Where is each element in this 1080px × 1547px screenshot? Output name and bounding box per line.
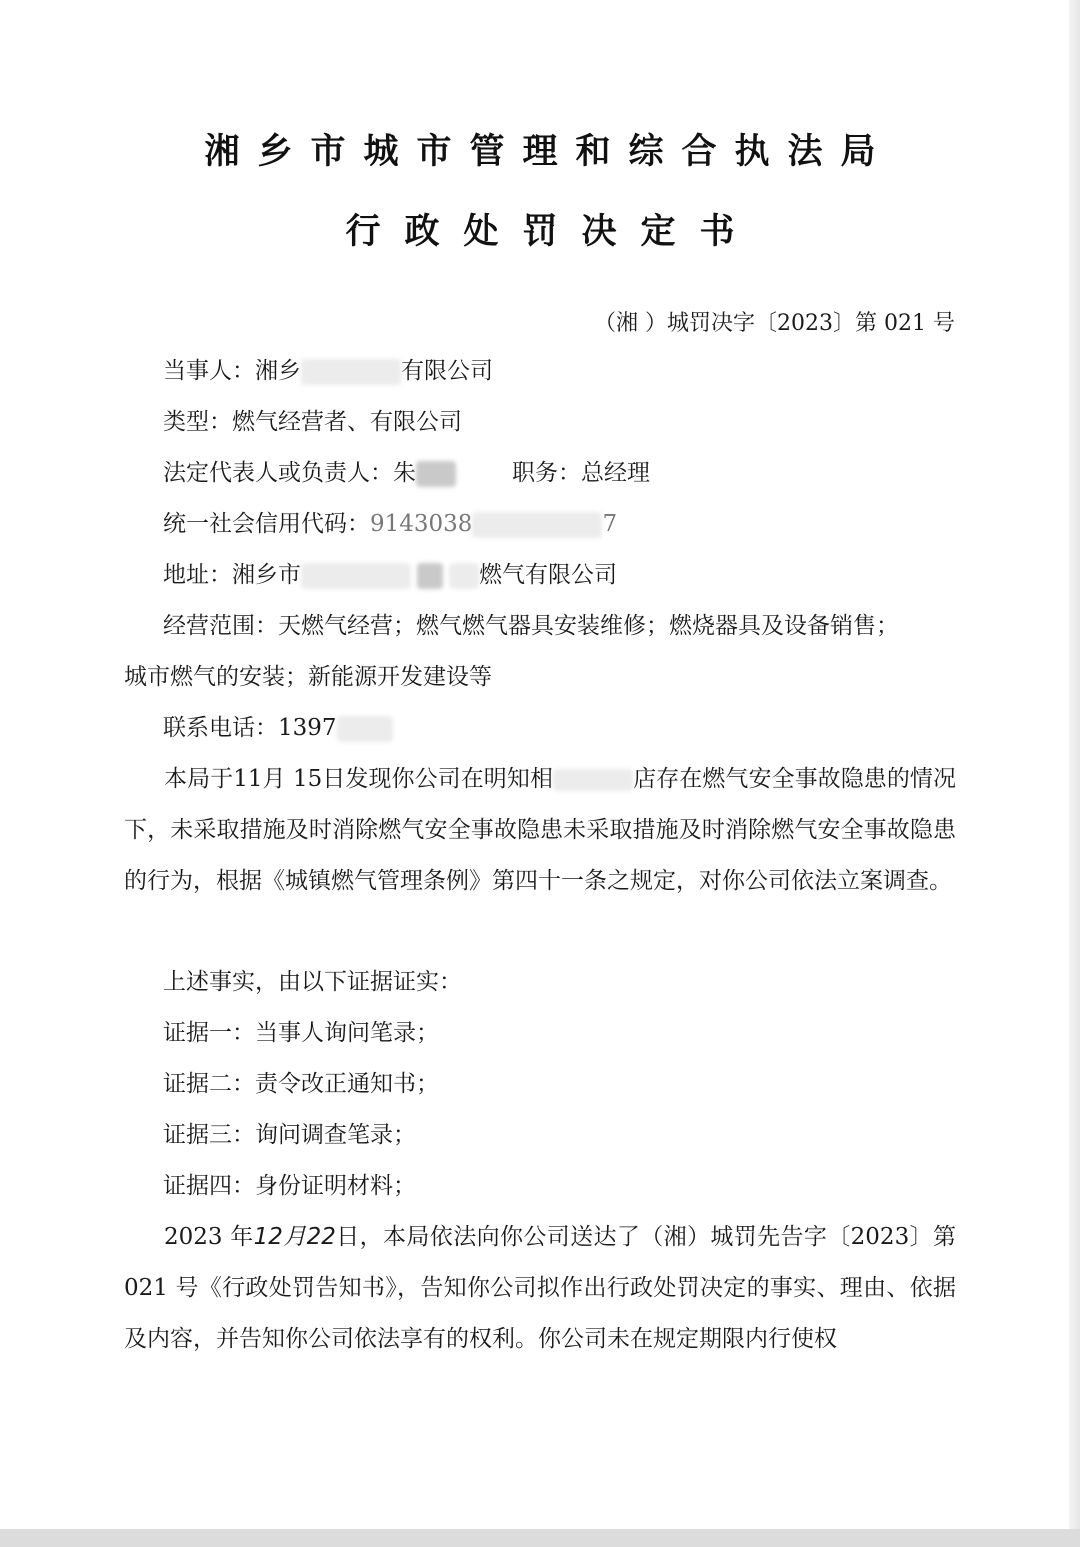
phone-label: 联系电话： [163, 715, 278, 741]
address-line [163, 560, 617, 590]
evidence-item: 证据二：责令改正通知书； [163, 1071, 439, 1097]
evidence-item: 证据四：身份证明材料； [163, 1173, 416, 1199]
facts-text-start: 本局于11月 15日发现你公司在明知相 [164, 766, 554, 792]
scan-edge [0, 1529, 1080, 1547]
business-scope-value: 天燃气经营；燃气燃气器具安装维修；燃烧器具及设备销售； [278, 613, 899, 639]
address-prefix: 湘乡市 [232, 562, 301, 588]
notice-paragraph [124, 1212, 956, 1365]
business-scope-continued: 城市燃气的安装；新能源开发建设等 [124, 664, 492, 690]
business-scope-label: 经营范围： [163, 613, 278, 639]
evidence-item: 证据三：询问调查笔录； [163, 1122, 416, 1148]
address-label: 地址： [163, 562, 232, 588]
party-name-suffix: 有限公司 [401, 358, 493, 384]
redaction-mark [417, 563, 443, 589]
representative-line [163, 458, 650, 488]
position-value: 总经理 [581, 460, 650, 486]
phone-value: 1397 [278, 715, 337, 741]
credit-code-label: 统一社会信用代码： [163, 511, 370, 537]
position-label: 职务： [512, 460, 581, 486]
party-type-label: 类型： [163, 409, 232, 435]
credit-code-prefix: 9143038 [370, 511, 473, 537]
redaction-mark [449, 563, 479, 589]
handwritten-date: 12月22 [253, 1224, 336, 1250]
redaction-mark [301, 563, 411, 589]
party-name-label: 当事人： [163, 358, 255, 384]
notice-year: 2023 年 [164, 1224, 254, 1250]
facts-text-rest: 店存在燃气安全事故隐患的情况下，未采取措施及时消除燃气安全事故隐患未采取措施及时消除燃气安全事故隐患的行为，根据《城镇燃气管理条例》第四十一条之规定，对你公司依法立案调查。 [124, 766, 956, 894]
redaction-mark [337, 716, 393, 742]
representative-value: 朱 [393, 460, 416, 486]
business-scope-line [163, 611, 899, 641]
credit-code-suffix: 7 [602, 511, 618, 537]
phone-line [163, 713, 393, 743]
address-suffix: 燃气有限公司 [479, 562, 617, 588]
facts-paragraph [124, 754, 956, 907]
redaction-mark [301, 359, 401, 385]
redaction-mark [472, 512, 602, 538]
redaction-mark [416, 461, 456, 487]
evidence-item: 证据一：当事人询问笔录； [163, 1020, 439, 1046]
notice-text: 日，本局依法向你公司送达了（湘）城罚先告字〔2023〕第021 号《行政处罚告知书》，告知你公司拟作出行政处罚决定的事实、理由、依据及内容，并告知你公司依法享有的权利。你公司未在规定期限内行使权 [124, 1224, 956, 1352]
credit-code-line [163, 509, 617, 539]
document-number: （湘 ）城罚决字〔2023〕第 021 号 [594, 311, 955, 336]
agency-title: 湘乡市城市管理和综合执法局 [204, 132, 894, 172]
redaction-mark [553, 769, 633, 791]
party-name-prefix: 湘乡 [255, 358, 301, 384]
party-name-line [163, 356, 493, 386]
representative-label: 法定代表人或负责人： [163, 460, 393, 486]
document-title: 行政处罚决定书 [345, 212, 759, 252]
evidence-intro: 上述事实，由以下证据证实： [163, 969, 462, 995]
party-type-line [163, 407, 462, 437]
party-type-value: 燃气经营者、有限公司 [232, 409, 462, 435]
